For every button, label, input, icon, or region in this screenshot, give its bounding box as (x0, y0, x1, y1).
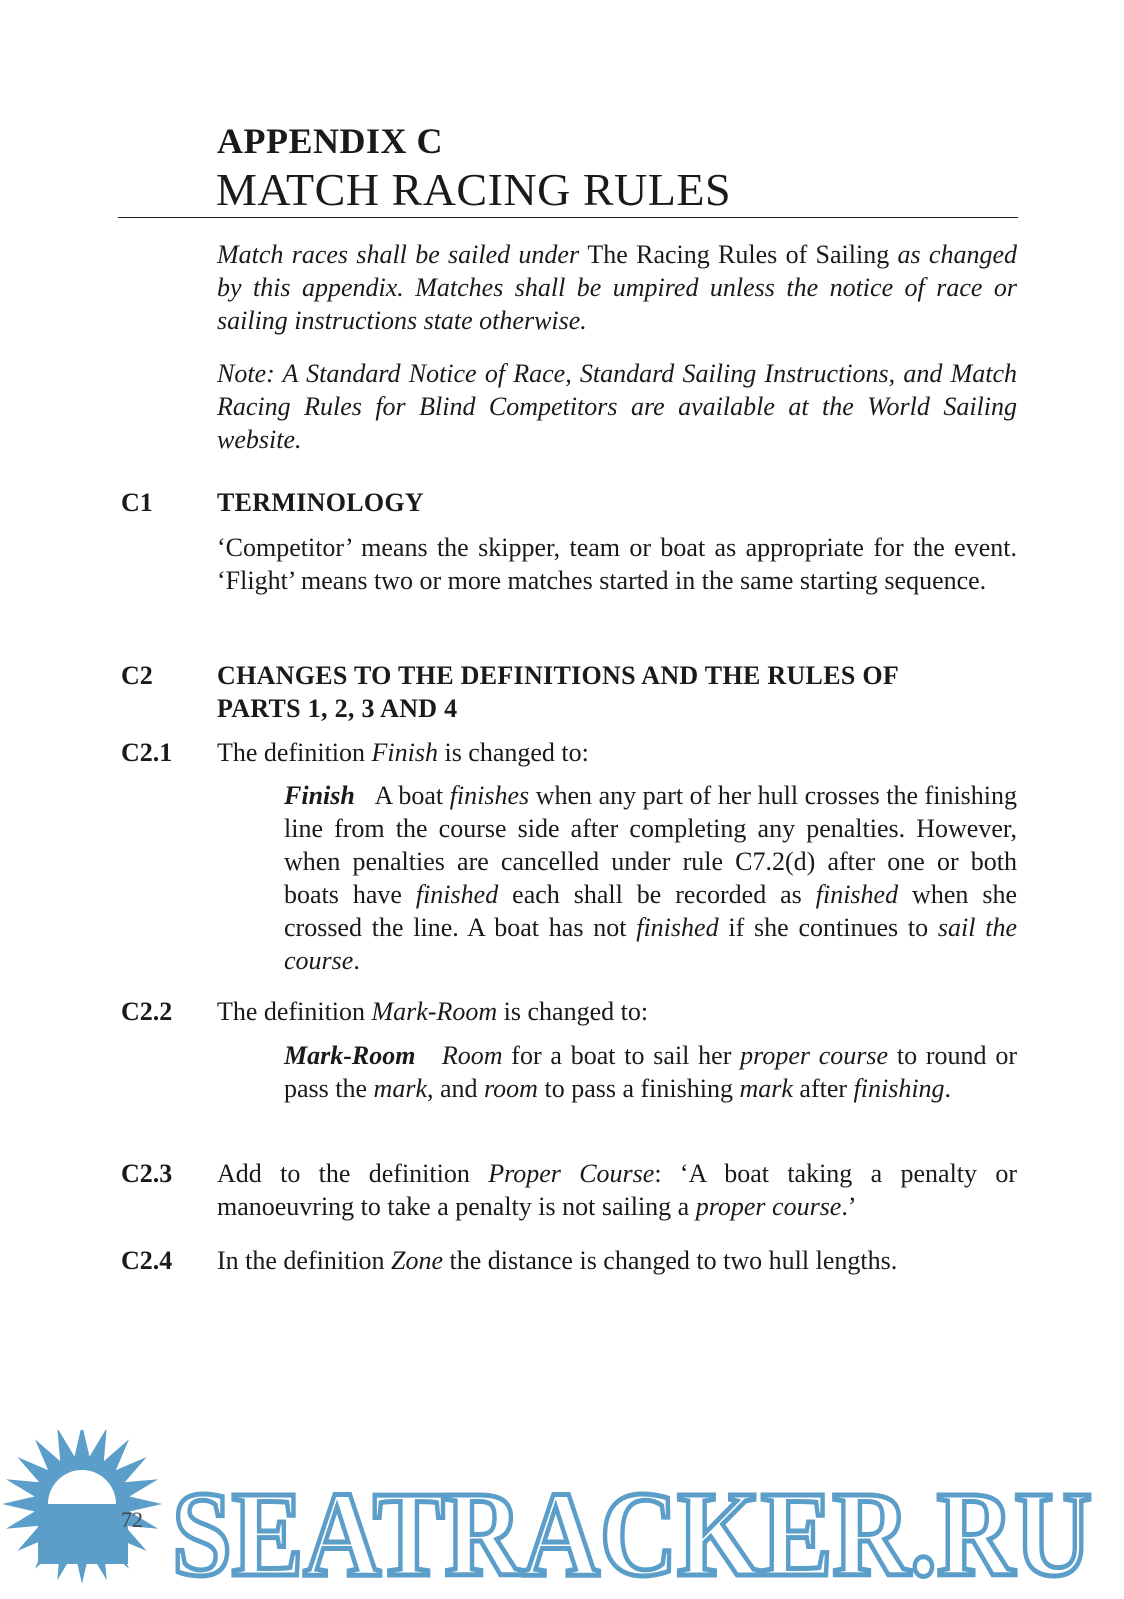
section-heading-c1: TERMINOLOGY (217, 488, 424, 517)
rule-text-c2-2: The definition Mark-Room is changed to: (217, 997, 649, 1026)
intro-note: Note: A Standard Notice of Race, Standard Sailing Instructions, and Match Racing Rules for Blind Competitors are available at the World Sailing website. (217, 359, 1017, 454)
watermark-text: SEATRACKER.RU (172, 1467, 1092, 1599)
rule-number-c2-3: C2.3 (121, 1159, 173, 1188)
title-divider (118, 217, 1018, 218)
rule-text-c2-4: In the definition Zone the distance is changed to two hull lengths. (217, 1246, 898, 1275)
page-number: 72 (121, 1507, 143, 1532)
definition-finish: Finish A boat finishes when any part of her hull crosses the finishing line from the course side after completing any penalties. However, when penalties are cancelled under rule C7.2(d) after one or both boats have finished each shall be recorded as finished when she crossed the line. A boat has not finished if she continues to sail the course. (284, 781, 1018, 975)
rule-number-c2-1: C2.1 (121, 738, 173, 767)
rule-number-c2-2: C2.2 (121, 997, 173, 1026)
rule-text-c2-1: The definition Finish is changed to: (217, 738, 589, 767)
definition-mark-room: Mark-Room Room for a boat to sail her proper course to round or pass the mark, and room to pass a finishing mark after finishing. (284, 1041, 1017, 1103)
section-heading-c2: CHANGES TO THE DEFINITIONS AND THE RULES OF PARTS 1, 2, 3 AND 4 (217, 661, 899, 723)
section-number-c1: C1 (121, 488, 153, 517)
section-number-c2: C2 (121, 661, 153, 690)
page-title: MATCH RACING RULES (216, 164, 732, 215)
appendix-label: APPENDIX C (217, 121, 443, 161)
rule-number-c2-4: C2.4 (121, 1246, 173, 1275)
rule-text-c2-3: Add to the definition Proper Course: ‘A boat taking a penalty or manoeuvring to take a penalty is not sailing a proper course.’ (217, 1159, 1018, 1221)
intro-paragraph: Match races shall be sailed under The Racing Rules of Sailing as changed by this appendix. Matches shall be umpired unless the notice of race or sailing instructions state otherwise. (217, 240, 1017, 335)
section-body-c1: ‘Competitor’ means the skipper, team or boat as appropriate for the event. ‘Flight’ means two or more matches started in the same starting sequence. (217, 533, 1017, 595)
watermark (0, 1430, 1124, 1599)
